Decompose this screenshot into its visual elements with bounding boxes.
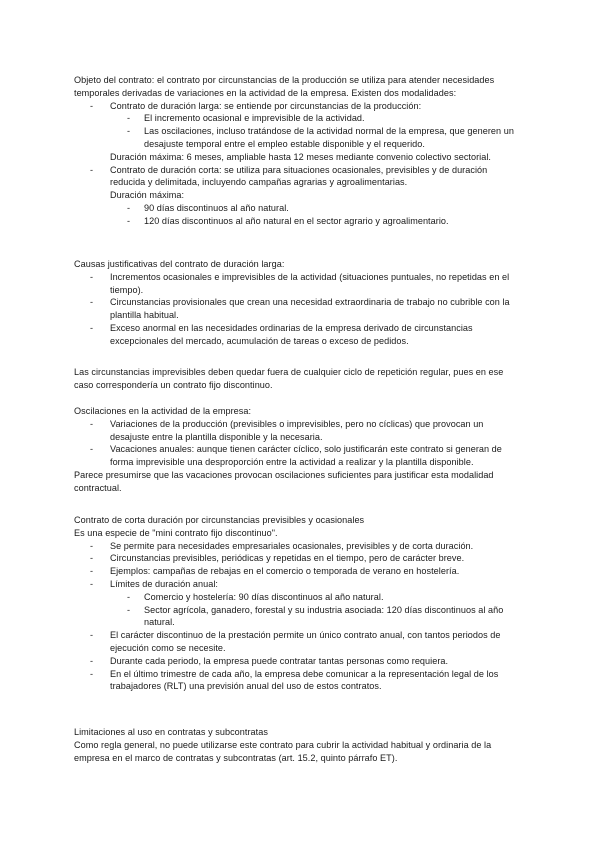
- list-item: - Sector agrícola, ganadero, forestal y su industria asociada: 120 días discontinuos al año natural.: [127, 604, 504, 628]
- section-title: Oscilaciones en la actividad de la empresa:: [74, 406, 252, 416]
- list-item: - En el último trimestre de cada año, la empresa debe comunicar a la representación legal de los trabajadores (RLT) una previsión anual del uso de estos contratos.: [90, 668, 499, 692]
- list-item: - Ejemplos: campañas de rebajas en el comercio o temporada de verano en hostelería.: [90, 566, 460, 577]
- item-text: Contrato de duración corta: se utiliza para situaciones ocasionales, previsibles y de duración reducida y delimitada, incluyendo campañas agrarias y agroalimentarias.: [110, 164, 488, 188]
- list-item: - Circunstancias previsibles, periódicas y repetidas en el tiempo, pero de carácter breve.: [90, 553, 465, 564]
- paragraph: Parece presumirse que las vacaciones provocan oscilaciones suficientes para justificar esta modalidad contractual.: [74, 469, 494, 493]
- section-causas: [74, 258, 524, 348]
- section-objeto: [74, 74, 524, 228]
- causas-list: [74, 271, 524, 348]
- corta-sublist: [74, 202, 524, 228]
- item-text: Incrementos ocasionales e imprevisibles de la actividad (situaciones puntuales, no repetidas en el tiempo).: [110, 271, 510, 295]
- section-imprevisibles: [74, 366, 524, 392]
- list-item: - Se permite para necesidades empresariales ocasionales, previsibles y de corta duración.: [90, 540, 474, 551]
- section-title: Causas justificativas del contrato de duración larga:: [74, 259, 285, 269]
- item-text: En el último trimestre de cada año, la empresa debe comunicar a la representación legal de los trabajadores (RLT) una previsión anual del uso de estos contratos.: [110, 668, 499, 692]
- list-item: - Exceso anormal en las necesidades ordinarias de la empresa derivado de circunstancias excepcionales del mercado, acumulación de tareas o exceso de pedidos.: [90, 322, 473, 346]
- paragraph: Las circunstancias imprevisibles deben quedar fuera de cualquier ciclo de repetición regular, pues en ese caso correspondería un contrato fijo discontinuo.: [74, 367, 504, 390]
- oscilaciones-list: [74, 418, 524, 469]
- item-text: Circunstancias provisionales que crean una necesidad extraordinaria de trabajo no cubrible con la plantilla habitual.: [110, 297, 510, 321]
- item-text: Sector agrícola, ganadero, forestal y su industria asociada: 120 días discontinuos al año natural.: [144, 604, 504, 628]
- item-text: 90 días discontinuos al año natural.: [144, 202, 289, 213]
- larga-duracion-maxima: Duración máxima: 6 meses, ampliable hasta 12 meses mediante convenio colectivo sectorial.: [110, 151, 492, 162]
- section-corta-duracion: [74, 514, 524, 693]
- corta-duracion-maxima: Duración máxima:: [110, 190, 185, 201]
- item-text: Las oscilaciones, incluso tratándose de la actividad normal de la empresa, que generen un desajuste temporal entre el empleo estable disponible y el requerido.: [144, 126, 514, 149]
- list-item: - Vacaciones anuales: aunque tienen carácter cíclico, solo justificarán este contrato si generan de forma imprevisible una desproporción entre la actividad a realizar y la plantilla disponible.: [90, 444, 502, 468]
- list-item: - Durante cada periodo, la empresa puede contratar tantas personas como requiera.: [90, 655, 449, 666]
- item-text: Comercio y hostelería: 90 días discontinuos al año natural.: [144, 591, 384, 602]
- list-item: - Circunstancias provisionales que crean una necesidad extraordinaria de trabajo no cubrible con la plantilla habitual.: [90, 297, 510, 321]
- modalidades-list: [74, 100, 524, 151]
- list-item: - Contrato de duración larga: se entiende por circunstancias de la producción:: [90, 100, 422, 111]
- item-text: Contrato de duración larga: se entiende por circunstancias de la producción:: [110, 100, 422, 111]
- section-title: Limitaciones al uso en contratas y subcontratas: [74, 727, 268, 737]
- section-title: Contrato de corta duración por circunstancias previsibles y ocasionales: [74, 515, 365, 525]
- list-item: - El carácter discontinuo de la prestación permite un único contrato anual, con tantos periodos de ejecución como se necesite.: [90, 630, 501, 653]
- list-item: - Variaciones de la producción (previsibles o imprevisibles, pero no cíclicas) que provocan un desajuste entre la plantilla disponible y la necesaria.: [90, 418, 484, 442]
- item-text: 120 días discontinuos al año natural en el sector agrario y agroalimentario.: [144, 215, 449, 226]
- list-item: - 90 días discontinuos al año natural.: [127, 202, 289, 213]
- list-item: - Las oscilaciones, incluso tratándose de la actividad normal de la empresa, que generen un desajuste temporal entre el empleo estable disponible y el requerido.: [127, 126, 514, 149]
- list-item: - El incremento ocasional e imprevisible de la actividad.: [127, 113, 365, 124]
- corta-list: [74, 164, 524, 190]
- section-subtitle: Es una especie de "mini contrato fijo discontinuo".: [74, 527, 278, 538]
- item-text: El carácter discontinuo de la prestación permite un único contrato anual, con tantos periodos de ejecución como se necesite.: [110, 630, 501, 653]
- list-item: - Límites de duración anual:: [90, 578, 218, 589]
- item-text: Exceso anormal en las necesidades ordinarias de la empresa derivado de circunstancias excepcionales del mercado, acumulación de tareas o exceso de pedidos.: [110, 322, 473, 346]
- item-text: Se permite para necesidades empresariales ocasionales, previsibles y de corta duración.: [110, 540, 474, 551]
- corta-duracion-list: [74, 540, 524, 694]
- list-item: - Comercio y hostelería: 90 días discontinuos al año natural.: [127, 591, 384, 602]
- item-text: Variaciones de la producción (previsibles o imprevisibles, pero no cíclicas) que provocan un desajuste entre la plantilla disponible y la necesaria.: [110, 418, 484, 442]
- list-item: - Contrato de duración corta: se utiliza para situaciones ocasionales, previsibles y de duración reducida y delimitada, incluyendo campañas agrarias y agroalimentarias.: [90, 164, 488, 188]
- item-text: El incremento ocasional e imprevisible de la actividad.: [144, 113, 365, 124]
- section-oscilaciones: [74, 405, 524, 495]
- item-text: Circunstancias previsibles, periódicas y repetidas en el tiempo, pero de carácter breve.: [110, 553, 465, 564]
- paragraph: Como regla general, no puede utilizarse este contrato para cubrir la actividad habitual y ordinaria de la empresa en el marco de contratas y subcontratas (art. 15.2, quinto párrafo ET).: [74, 739, 492, 763]
- item-text: Ejemplos: campañas de rebajas en el comercio o temporada de verano en hostelería.: [110, 566, 460, 577]
- section-limitaciones: [74, 726, 524, 764]
- item-text: Durante cada periodo, la empresa puede contratar tantas personas como requiera.: [110, 655, 449, 666]
- list-item: - Incrementos ocasionales e imprevisibles de la actividad (situaciones puntuales, no repetidas en el tiempo).: [90, 271, 510, 295]
- item-text: Vacaciones anuales: aunque tienen carácter cíclico, solo justificarán este contrato si generan de forma imprevisible una desproporción entre la actividad a realizar y la plantilla disponible.: [110, 444, 502, 468]
- intro-paragraph: Objeto del contrato: el contrato por circunstancias de la producción se utiliza para atender necesidades temporales derivadas de variaciones en la actividad de la empresa. Existen dos modalidades:: [74, 75, 495, 98]
- item-text: Límites de duración anual:: [110, 578, 218, 589]
- list-item: - 120 días discontinuos al año natural en el sector agrario y agroalimentario.: [127, 215, 449, 226]
